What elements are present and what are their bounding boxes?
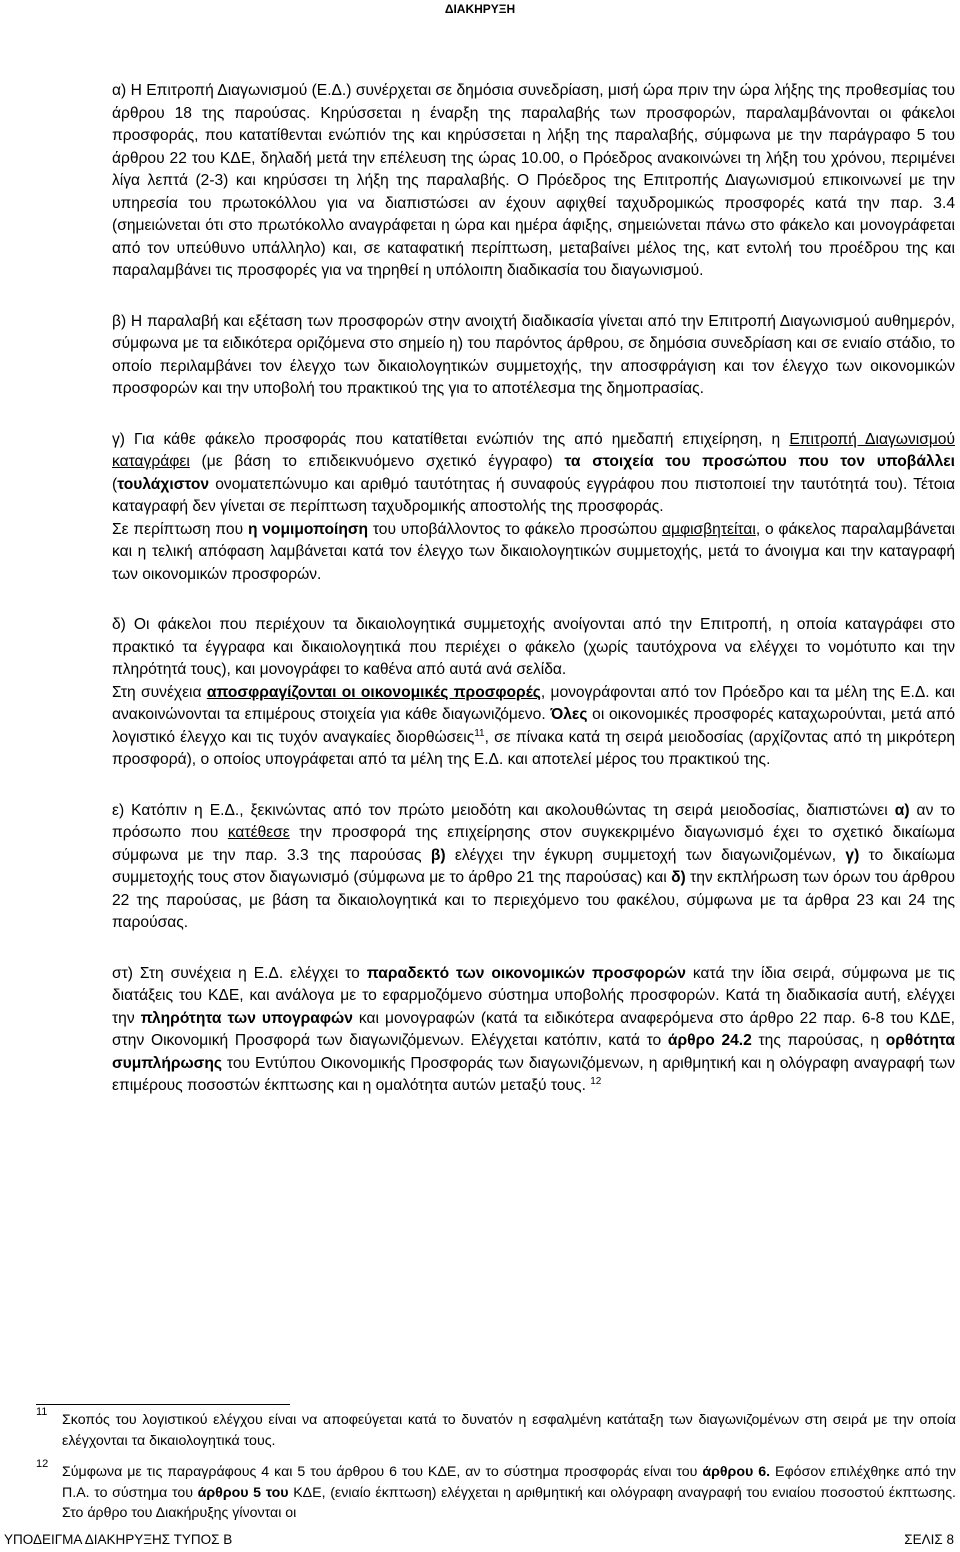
text-run: το δικαίωμα συμμετοχής τους στον διαγωνισμό (σύμφωνα με το άρθρο 21 της παρούσας) και [112,846,955,886]
text-run: β) Η παραλαβή και εξέταση των προσφορών στην ανοιχτή διαδικασία γίνεται από την Επιτροπή Διαγωνισμού αυθημερόν, σύμφωνα με τα ειδικότερα οριζόμενα στο σημείο η) του παρόντος άρθρου, σε δημόσια συνεδρίαση και σε ενιαίο στάδιο, το οποίο περιλαμβάνει τον έλεγχο των δικαιολογητικών συμμετοχής, την αποσφράγιση και τον έλεγχο των οικονομικών προσφορών και την υποβολή του πρακτικού της για το αποτέλεσμα της δημοπρασίας. [112,312,955,397]
text-run: τα στοιχεία του προσώπου που τον υποβάλλει [564,453,955,470]
text-run: (με βάση το επιδεικνυόμενο σχετικό έγγραφο) [189,453,565,470]
text-run: ορθότητα συμπλήρωσης [112,1032,955,1072]
footer-document-title: ΥΠΟΔΕΙΓΜΑ ΔΙΑΚΗΡΥΞΗΣ ΤΥΠΟΣ Β [4,1532,233,1547]
text-run: και μονογραφών (κατά τα ειδικότερα αναφερόμενα στο άρθρο 22 παρ. 6-8 του ΚΔΕ, στην Οικονομική Προσφορά των διαγωνιζόμενων. Ελέγχεται κατόπιν, κατά το [112,1009,955,1049]
paragraph [112,614,955,682]
paragraph-spacer [112,401,955,429]
text-run: α) [894,801,910,819]
text-run: ελέγχει την έγκυρη συμμετοχή των διαγωνιζομένων, [445,846,846,864]
paragraph-spacer [112,283,955,311]
text-run: του υποβάλλοντος το φάκελο προσώπου [368,520,662,538]
text-run: την προσφορά της επιχείρησης στον συγκεκριμένο διαγωνισμό έχει το σχετικό δικαίωμα σύμφωνα με την παρ. 3.3 της παρούσας [112,824,955,864]
paragraph [112,311,955,401]
text-run: του Εντύπου Οικονομικής Προσφοράς των διαγωνιζόμενων, η αριθμητική και η ολόγραφη αναγραφή των επιμέρους ποσοστών έκπτωσης και η ομαλότητα αυτών μεταξύ τους. [112,1054,955,1094]
text-run: ε) Κατόπιν η Ε.Δ., ξεκινώντας από τον πρώτο μειοδότη και ακολουθώντας τη σειρά μειοδοσίας, διαπιστώνει [112,801,895,819]
paragraph [112,682,955,772]
text-run: οι οικονομικές προσφορές καταχωρούνται, μετά από λογιστικό έλεγχο και τις τυχόν αναγκαίες διορθώσεις [112,706,956,746]
text-run: Σύμφωνα με τις παραγράφους 4 και 5 του άρθρου 6 του ΚΔΕ, αν το σύστημα προσφοράς είναι του [62,1464,703,1480]
text-run: , μονογράφονται από τον Πρόεδρο και τα μέλη της Ε.Δ. και ανακοινώνονται τα επιμέρους στοιχεία για κάθε διαγωνιζόμενο. [112,683,955,723]
footnote-reference: 11 [474,727,485,739]
text-run: Εφόσον επιλέχθηκε από την Π.Α. το σύστημα του [62,1464,956,1501]
text-run: ( [112,475,118,493]
text-run: άρθρο 24.2 [667,1032,752,1049]
paragraph [112,80,955,283]
footnotes [36,1406,956,1524]
text-run: κατέθεσε [227,824,290,841]
footnote [36,1406,956,1451]
text-run: Σκοπός του λογιστικού ελέγχου είναι να αποφεύγεται κατά το δυνατόν η εσφαλμένη κατάταξη των διαγωνιζομένων στη σειρά με την οποία ελέγχονται τα δικαιολογητικά τους. [62,1412,956,1449]
text-run: κατά την ίδια σειρά, σύμφωνα με τις διατάξεις του ΚΔΕ, και ανάλογα με το εφαρμοζόμενο σύστημα υποβολής προσφορών. Κατά τη διαδικασία αυτή, ελέγχει την [112,964,955,1027]
text-run: άρθρου 5 του [197,1484,289,1501]
footnote-number: 12 [36,1458,49,1470]
footnote-separator [36,1404,290,1405]
paragraph [112,429,955,519]
footnote [36,1458,956,1524]
text-run: , ο φάκελος παραλαμβάνεται και η τελική απόφαση λαμβάνεται κατά τον έλεγχο των δικαιολογητικών συμμετοχής, μετά το άνοιγμα και την καταγραφή των οικονομικών προσφορών. [112,520,955,583]
text-run: Όλες [550,706,588,723]
text-run: Στη συνέχεια [112,683,207,701]
footnote-number: 11 [36,1406,48,1418]
page-header [0,0,960,22]
text-run: την εκπλήρωση των όρων του άρθρου 22 της παρούσας, με βάση τα δικαιολογητικά και το περιεχόμενο του φακέλου, σύμφωνα με τα άρθρα 23 και 24 της παρούσας. [112,869,955,931]
text-run: στ) Στη συνέχεια η Ε.Δ. ελέγχει το [112,964,367,982]
text-run: η νομιμοποίηση [247,520,369,538]
text-run: Επιτροπή Διαγωνισμού καταγράφει [112,430,955,470]
text-run: αποσφραγίζονται οι οικονομικές προσφορές [206,683,541,701]
paragraph [112,800,955,935]
text-run: ΚΔΕ, (ενιαίο έκπτωση) ελέγχεται η αριθμητική και ολόγραφη αναγραφή του ενιαίου ποσοστού έκπτωσης. Στο άρθρο του Διακήρυξης γίνονται οι [62,1484,956,1521]
page-footer [0,1530,960,1550]
text-run: δ) Οι φάκελοι που περιέχουν τα δικαιολογητικά συμμετοχής ανοίγονται από την Επιτροπή, η οποία καταγράφει στο πρακτικό τα έγγραφα και δικαιολογητικά που περιέχει ο φάκελο (χωρίς ταυτόχρονα να ελέγχει το νομότυπο και την πληρότητά τους), και μονογράφει το καθένα από αυτά ανά σελίδα. [112,616,955,678]
text-run: , σε πίνακα κατά τη σειρά μειοδοσίας (αρχίζοντας από τη μικρότερη προσφορά), ο οποίος υπογράφεται από τα μέλη της Ε.Δ. και αποτελεί μέρος του πρακτικού της. [112,728,955,768]
text-run: άρθρου 6. [702,1464,771,1480]
paragraph-spacer [112,586,955,614]
text-run: πληρότητα των υπογραφών [140,1009,353,1027]
paragraph-spacer [112,935,955,963]
text-run: γ) [845,846,860,864]
document-body [112,80,955,1098]
footer-page-number: ΣΕΛΙΣ 8 [904,1532,954,1547]
text-run: β) [430,846,446,864]
paragraph [112,519,955,587]
paragraph-spacer [112,772,955,800]
text-run: παραδεκτό των οικονομικών προσφορών [366,964,686,982]
text-run: της παρούσας, η [751,1032,886,1049]
text-run: γ) Για κάθε φάκελο προσφοράς που κατατίθεται ενώπιόν της από ημεδαπή επιχείρηση, η [112,430,790,448]
text-run: α) Η Επιτροπή Διαγωνισμού (Ε.Δ.) συνέρχεται σε δημόσια συνεδρίαση, μισή ώρα πριν την ώρα λήξης της προθεσμίας του άρθρου 18 της παρούσας. Κηρύσσεται η έναρξη της παραλαβής των προσφορών, παραλαμβάνονται οι φάκελοι προσφοράς, που κατατίθενται ενώπιόν της και κηρύσσεται η λήξη της παραλαβής, σύμφωνα με την παράγραφο 5 του άρθρου 22 του ΚΔΕ, δηλαδή μετά την επέλευση της ώρας 10.00, ο Πρόεδρος ανακοινώνει τη λήξη του χρόνου, περιμένει λίγα λεπτά (2-3) και κηρύσσει τη λήξη της παραλαβής. Ο Πρόεδρος της Επιτροπής Διαγωνισμού επικοινωνεί με την υπηρεσία του πρωτοκόλλου για να διαπιστώσει αν έχουν αφιχθεί ταχυδρομικώς προσφορές κατά την παρ. 3.4 (σημειώνεται ότι στο πρωτόκολλο αναγράφεται η ώρα και ημέρα άφιξης, σημειώνεται πάνω στο φάκελο και μονογράφεται από τον υπεύθυνο υπάλληλο) και, σε καταφατική περίπτωση, μεταβαίνει μέλος της, κατ εντολή του προέδρου της και παραλαμβάνει τις προσφορές για να τηρηθεί η υπόλοιπη διαδικασία του διαγωνισμού. [112,82,955,279]
text-run: αν το πρόσωπο που [112,801,955,841]
footnote-reference: 12 [590,1075,602,1087]
text-run: δ) [671,869,686,886]
paragraph [112,963,955,1098]
text-run: τουλάχιστον [117,475,210,493]
text-run: Σε περίπτωση που [112,520,248,538]
text-run: αμφισβητείται [661,520,756,538]
header-title: ΔΙΑΚΗΡΥΞΗ [444,2,516,16]
text-run: ονοματεπώνυμο και αριθμό ταυτότητας ή συναφούς εγγράφου που πιστοποιεί την ταυτότητά του). Τέτοια καταγραφή δεν γίνεται σε περίπτωση ταχυδρομικής αποστολής της προσφοράς. [112,475,955,515]
